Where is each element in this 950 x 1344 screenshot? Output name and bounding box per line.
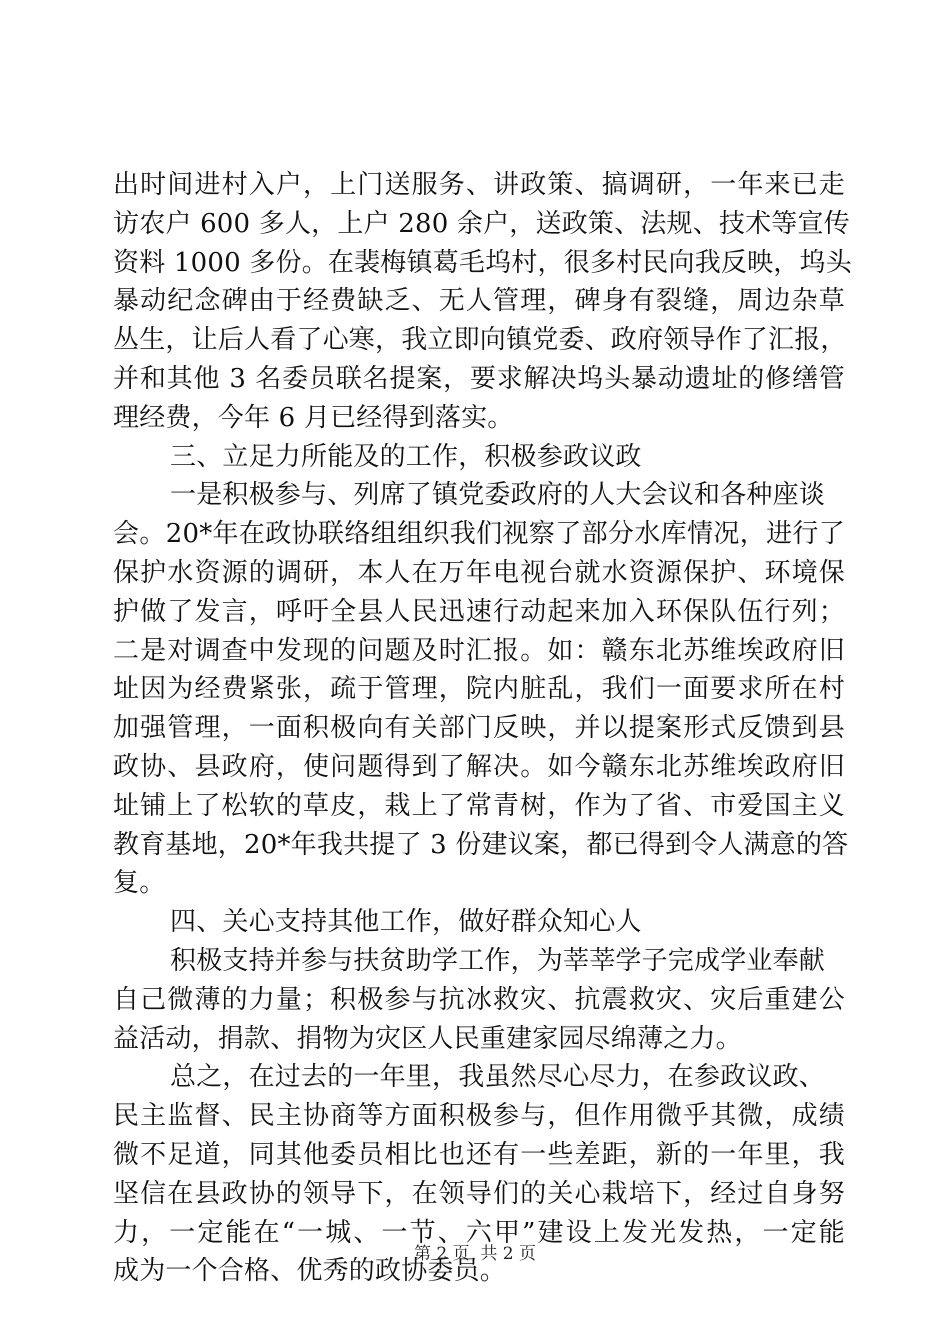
text-line: 址因为经费紧张，疏于管理，院内脏乱，我们一面要求所在村 — [113, 674, 845, 705]
text-line: 积极支持并参与扶贫助学工作，为莘莘学子完成学业奉献 — [170, 945, 826, 976]
text-line: 并和其他 3 名委员联名提案，要求解决坞头暴动遗址的修缮管 — [113, 363, 845, 394]
text-line: 总之，在过去的一年里，我虽然尽心尽力，在参政议政、 — [170, 1062, 826, 1093]
text-line: 二是对调查中发现的问题及时汇报。如：赣东北苏维埃政府旧 — [113, 635, 845, 666]
text-line: 四、关心支持其他工作，做好群众知心人 — [170, 907, 642, 938]
text-line: 一是积极参与、列席了镇党委政府的人大会议和各种座谈 — [170, 480, 826, 511]
text-line: 资料 1000 多份。在裴梅镇葛毛坞村，很多村民向我反映，坞头 — [113, 247, 852, 278]
text-line: 教育基地，20*年我共提了 3 份建议案，都已得到令人满意的答 — [113, 829, 849, 860]
text-line: 三、立足力所能及的工作，积极参政议政 — [170, 441, 642, 472]
text-line: 复。 — [113, 868, 166, 899]
text-line: 保护水资源的调研，本人在万年电视台就水资源保护、环境保 — [113, 557, 845, 588]
text-line: 微不足道，同其他委员相比也还有一些差距，新的一年里，我 — [113, 1139, 845, 1170]
text-line: 自己微薄的力量；积极参与抗冰救灾、抗震救灾、灾后重建公 — [113, 984, 845, 1015]
document-body — [113, 166, 852, 1291]
text-line: 丛生，让后人看了心寒，我立即向镇党委、政府领导作了汇报， — [113, 325, 847, 356]
text-line: 址铺上了松软的草皮，栽上了常青树，作为了省、市爱国主义 — [113, 790, 845, 821]
text-line: 坚信在县政协的领导下，在领导们的关心栽培下，经过自身努 — [113, 1178, 845, 1209]
text-line: 暴动纪念碑由于经费缺乏、无人管理，碑身有裂缝，周边杂草 — [113, 286, 845, 317]
text-line: 成为一个合格、优秀的政协委员。 — [113, 1256, 507, 1287]
text-line: 出时间进村入户，上门送服务、讲政策、搞调研，一年来已走 — [113, 170, 845, 200]
text-line: 会。20*年在政协联络组组织我们视察了部分水库情况，进行了 — [113, 519, 845, 550]
text-line: 益活动，捐款、捐物为灾区人民重建家园尽绵薄之力。 — [113, 1023, 742, 1054]
page-footer: 第 2 页 共 2 页 — [413, 1244, 537, 1264]
text-line: 加强管理，一面积极向有关部门反映，并以提案形式反馈到县 — [113, 713, 845, 744]
text-line: 力，一定能在“一城、一节、六甲”建设上发光发热，一定能 — [113, 1217, 845, 1248]
text-line: 访农户 600 多人，上户 280 余户，送政策、法规、技术等宣传 — [113, 208, 850, 239]
text-line: 政协、县政府，使问题得到了解决。如今赣东北苏维埃政府旧 — [113, 751, 845, 782]
text-line: 护做了发言，呼吁全县人民迅速行动起来加入环保队伍行列； — [113, 596, 845, 627]
text-line: 民主监督、民主协商等方面积极参与，但作用微乎其微，成绩 — [113, 1101, 845, 1132]
text-line: 理经费，今年 6 月已经得到落实。 — [113, 402, 514, 433]
